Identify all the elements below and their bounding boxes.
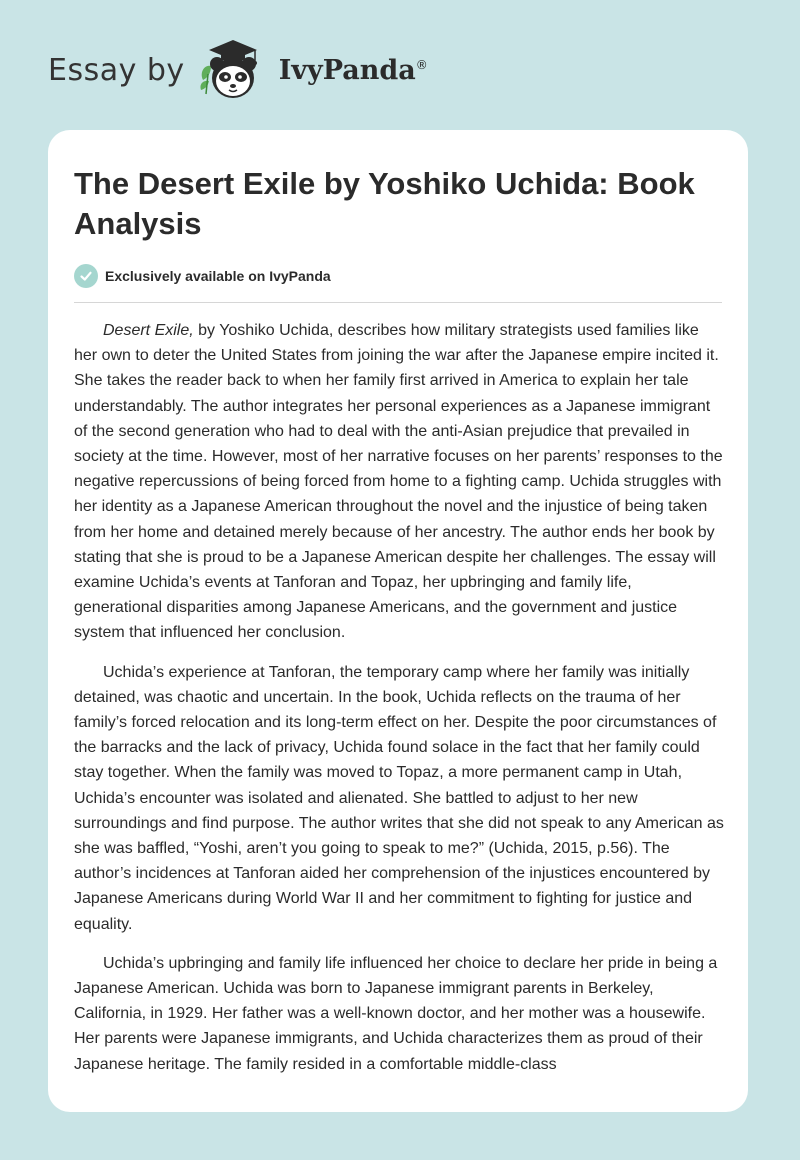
brand-name[interactable] [279,55,428,86]
divider [74,302,722,303]
trademark-symbol: ® [415,57,428,72]
book-title-italic: Desert Exile, [103,322,194,339]
brand-text: IvyPanda [278,54,416,86]
paragraph-3: Uchida’s upbringing and family life influenced her choice to declare her pride in being a Japanese American. Uchida was born to Japanese immigrant parents in Berkeley, California, in 1929. Her father was a well-known doctor, and her mother was a housewife. Her parents were Japanese immigrants, and Uchida characterizes them as proud of their Japanese heritage. The family resided in a comfortable middle-class [74,954,718,1073]
site-header [48,30,428,110]
paragraph-1 [74,318,724,646]
paragraph-2: Uchida’s experience at Tanforan, the temporary camp where her family was initially detained, was chaotic and uncertain. In the book, Uchida reflects on the trauma of her family’s forced relocation and its long-term effect on her. Despite the poor circumstances of the barracks and the lack of privacy, Uchida found solace in the fact that her family could stay together. When the family was moved to Topaz, a more permanent camp in Utah, Uchida’s encounter was isolated and alienated. She battled to adjust to her new surroundings and find purpose. The author writes that she did not speak to any American as she was baffled, “Yoshi, aren’t you going to speak to me?” (Uchida, 2015, p.56). The author’s incidences at Tanforan aided her comprehension of the injustices encountered by Japanese Americans during World War II and her commitment to fighting for justice and equality. [74,663,724,933]
essay-title: The Desert Exile by Yoshiko Uchida: Book Analysis [74,166,695,241]
exclusive-badge-text: Exclusively available on IvyPanda [105,268,331,284]
essay-body [74,318,724,1091]
check-icon [74,264,98,288]
exclusive-badge [74,264,331,288]
essay-card [48,130,748,1112]
panda-graduate-icon[interactable] [197,34,269,106]
essay-by-label: Essay by [48,52,185,88]
paragraph-1-text: by Yoshiko Uchida, describes how military strategists used families like her own to deter the United States from joining the war after the Japanese empire incited it. She takes the reader back to when her family first arrived in America to explain her tale understandably. The author integrates her personal experiences as a Japanese immigrant of the second generation who had to deal with the anti-Asian prejudice that prevailed in society at the time. However, most of her narrative focuses on her parents’ responses to the negative repercussions of being forced from home to a fighting camp. Uchida struggles with her identity as a Japanese American throughout the novel and the injustice of being taken from her home and detained merely because of her ancestry. The author ends her book by stating that she is proud to be a Japanese American despite her challenges. The essay will examine Uchida’s events at Tanforan and Topaz, her upbringing and family life, generational disparities among Japanese Americans, and the government and justice system that influenced her conclusion. [74,322,723,642]
